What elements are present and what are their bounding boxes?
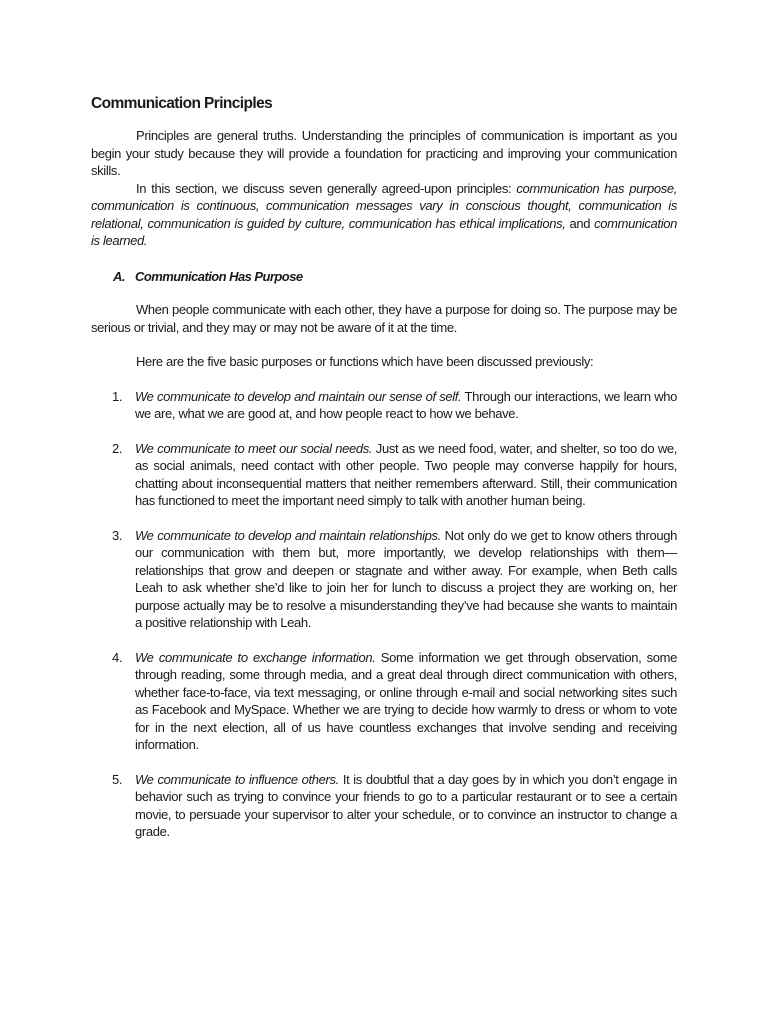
- list-item-lead: We communicate to develop and maintain our sense of self.: [135, 388, 462, 404]
- list-item-number: 4.: [112, 649, 123, 665]
- list-item-text: Just as we need food, water, and shelter, so too do we, as social animals, need contact with other people. Two people may converse happily for hours, chatting about inconsequential matters that neither remembers afterward. Still, their communication has functioned to meet the important need simply to talk with another human being.: [135, 440, 678, 508]
- list-item-text: Through our interactions, we learn who we are, what we are good at, and how people react to how we behave.: [135, 388, 678, 421]
- section-a-title: Communication Has Purpose: [135, 268, 303, 284]
- section-a-letter: A.: [113, 268, 125, 284]
- list-item-number: 3.: [112, 527, 123, 543]
- list-item-lead: We communicate to exchange information.: [135, 649, 376, 665]
- intro-paragraph-2: [91, 180, 677, 250]
- list-item-lead: We communicate to develop and maintain relationships.: [135, 527, 441, 543]
- purposes-list: [91, 388, 677, 841]
- list-item: [91, 649, 677, 754]
- list-item: [91, 527, 677, 632]
- intro-paragraph-2-lead: In this section, we discuss seven generally agreed-upon principles:: [136, 180, 517, 196]
- intro-paragraph-1: Principles are general truths. Understanding the principles of communication is important as you begin your study because they will provide a foundation for practicing and improving your communication skills.: [91, 128, 677, 178]
- section-a-paragraph-1: When people communicate with each other, they have a purpose for doing so. The purpose may be serious or trivial, and they may or may not be aware of it at the time.: [91, 302, 677, 335]
- list-item: [91, 771, 677, 841]
- list-item-lead: We communicate to meet our social needs.: [135, 440, 373, 456]
- list-item-number: 1.: [112, 388, 123, 404]
- list-item-text: Not only do we get to know others through our communication with them but, more importantly, we develop relationships with them—relationships that grow and deepen or stagnate and wither away. For example, when Beth calls Leah to ask whether she’d like to join her for lunch to discuss a project they are working on, her purpose actually may be to resolve a misunderstanding they’ve had because she wants to maintain a positive relationship with Leah.: [135, 527, 677, 630]
- intro-paragraph-2-and: and: [565, 215, 595, 231]
- list-item-text: It is doubtful that a day goes by in which you don’t engage in behavior such as trying to convince your friends to go to a particular restaurant or to see a certain movie, to persuade your supervisor to alter your schedule, or to convince an instructor to change a grade.: [135, 771, 677, 839]
- list-item: [91, 388, 677, 423]
- section-a-heading: [113, 268, 677, 286]
- list-item-number: 2.: [112, 440, 123, 456]
- principles-list-b: communication is learned.: [91, 215, 677, 248]
- list-item-lead: We communicate to influence others.: [135, 771, 339, 787]
- page-title: Communication Principles: [91, 95, 273, 112]
- section-a-paragraph-2: Here are the five basic purposes or functions which have been discussed previously:: [136, 354, 594, 369]
- list-item-text: Some information we get through observation, some through reading, some through media, and a great deal through direct communication with others, whether face-to-face, via text messaging, or online through e-mail and social networking sites such as Facebook and MySpace. Whether we are trying to decide how warmly to dress or whom to vote for in the next election, all of us have countless exchanges that involve sending and receiving information.: [135, 649, 677, 752]
- document-body: [91, 94, 677, 858]
- list-item: [91, 440, 677, 510]
- list-item-number: 5.: [112, 771, 123, 787]
- principles-list-a: communication has purpose, communication is continuous, communication messages vary in conscious thought, communication is relational, communication is guided by culture, communication has ethical implications,: [91, 180, 678, 231]
